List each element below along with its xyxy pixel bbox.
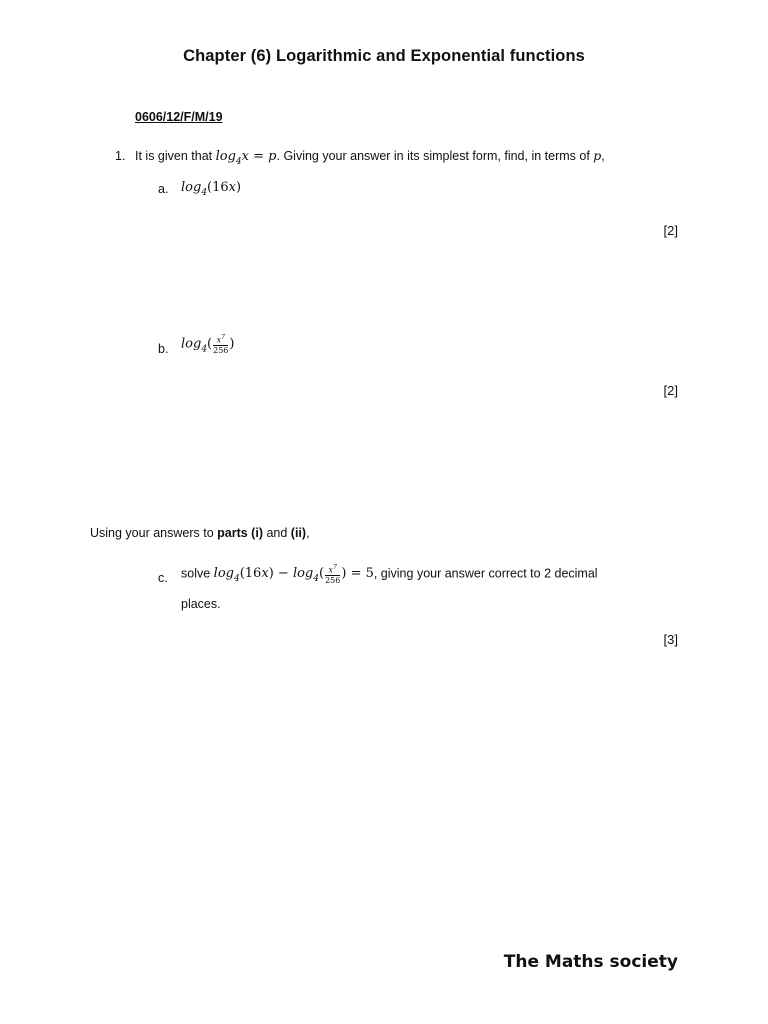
- using-answers-text: [90, 526, 310, 540]
- part-b-expression: $\log_4$( $\frac{x^7}{256}$ ): [181, 334, 235, 355]
- intro-var: p: [593, 148, 602, 163]
- paper-code: 0606/12/F/M/19: [135, 110, 223, 124]
- footer-brand: The Maths society: [503, 952, 678, 972]
- part-b-marks: [2]: [663, 383, 678, 398]
- using-part2: (ii): [290, 526, 307, 540]
- part-c-prefix: solve: [181, 566, 211, 581]
- intro-end: ,: [601, 149, 605, 163]
- intro-rest: . Giving your answer in its simplest form, find, in terms of: [276, 149, 590, 163]
- page-title: Chapter (6) Logarithmic and Exponential functions: [183, 47, 585, 65]
- part-a-marks: [2]: [663, 223, 678, 238]
- part-c-marks: [3]: [663, 632, 678, 647]
- question-number: 1.: [115, 149, 126, 163]
- using-part1: parts (i): [217, 526, 263, 540]
- part-a-label: a.: [158, 182, 169, 196]
- part-c-rest1: , giving your answer correct to 2 decimal: [373, 566, 598, 581]
- part-a-expression: $\log_4(16x)$: [181, 180, 242, 198]
- part-c-expression: $\log_4(16x) - \log_4$( $\frac{x^7}{256}$ ) = 5: [213, 564, 374, 585]
- using-before: Using your answers to: [90, 526, 218, 540]
- using-end: ,: [306, 526, 310, 540]
- part-c-line1: [181, 563, 598, 585]
- using-mid: and: [262, 526, 291, 540]
- part-c-line2: places.: [181, 597, 221, 611]
- intro-text: It is given that: [135, 149, 213, 163]
- question-intro: [135, 148, 605, 167]
- part-b-label: b.: [158, 342, 169, 356]
- intro-math: $\log_4x = p$: [215, 149, 277, 167]
- part-c-label: c.: [158, 571, 168, 585]
